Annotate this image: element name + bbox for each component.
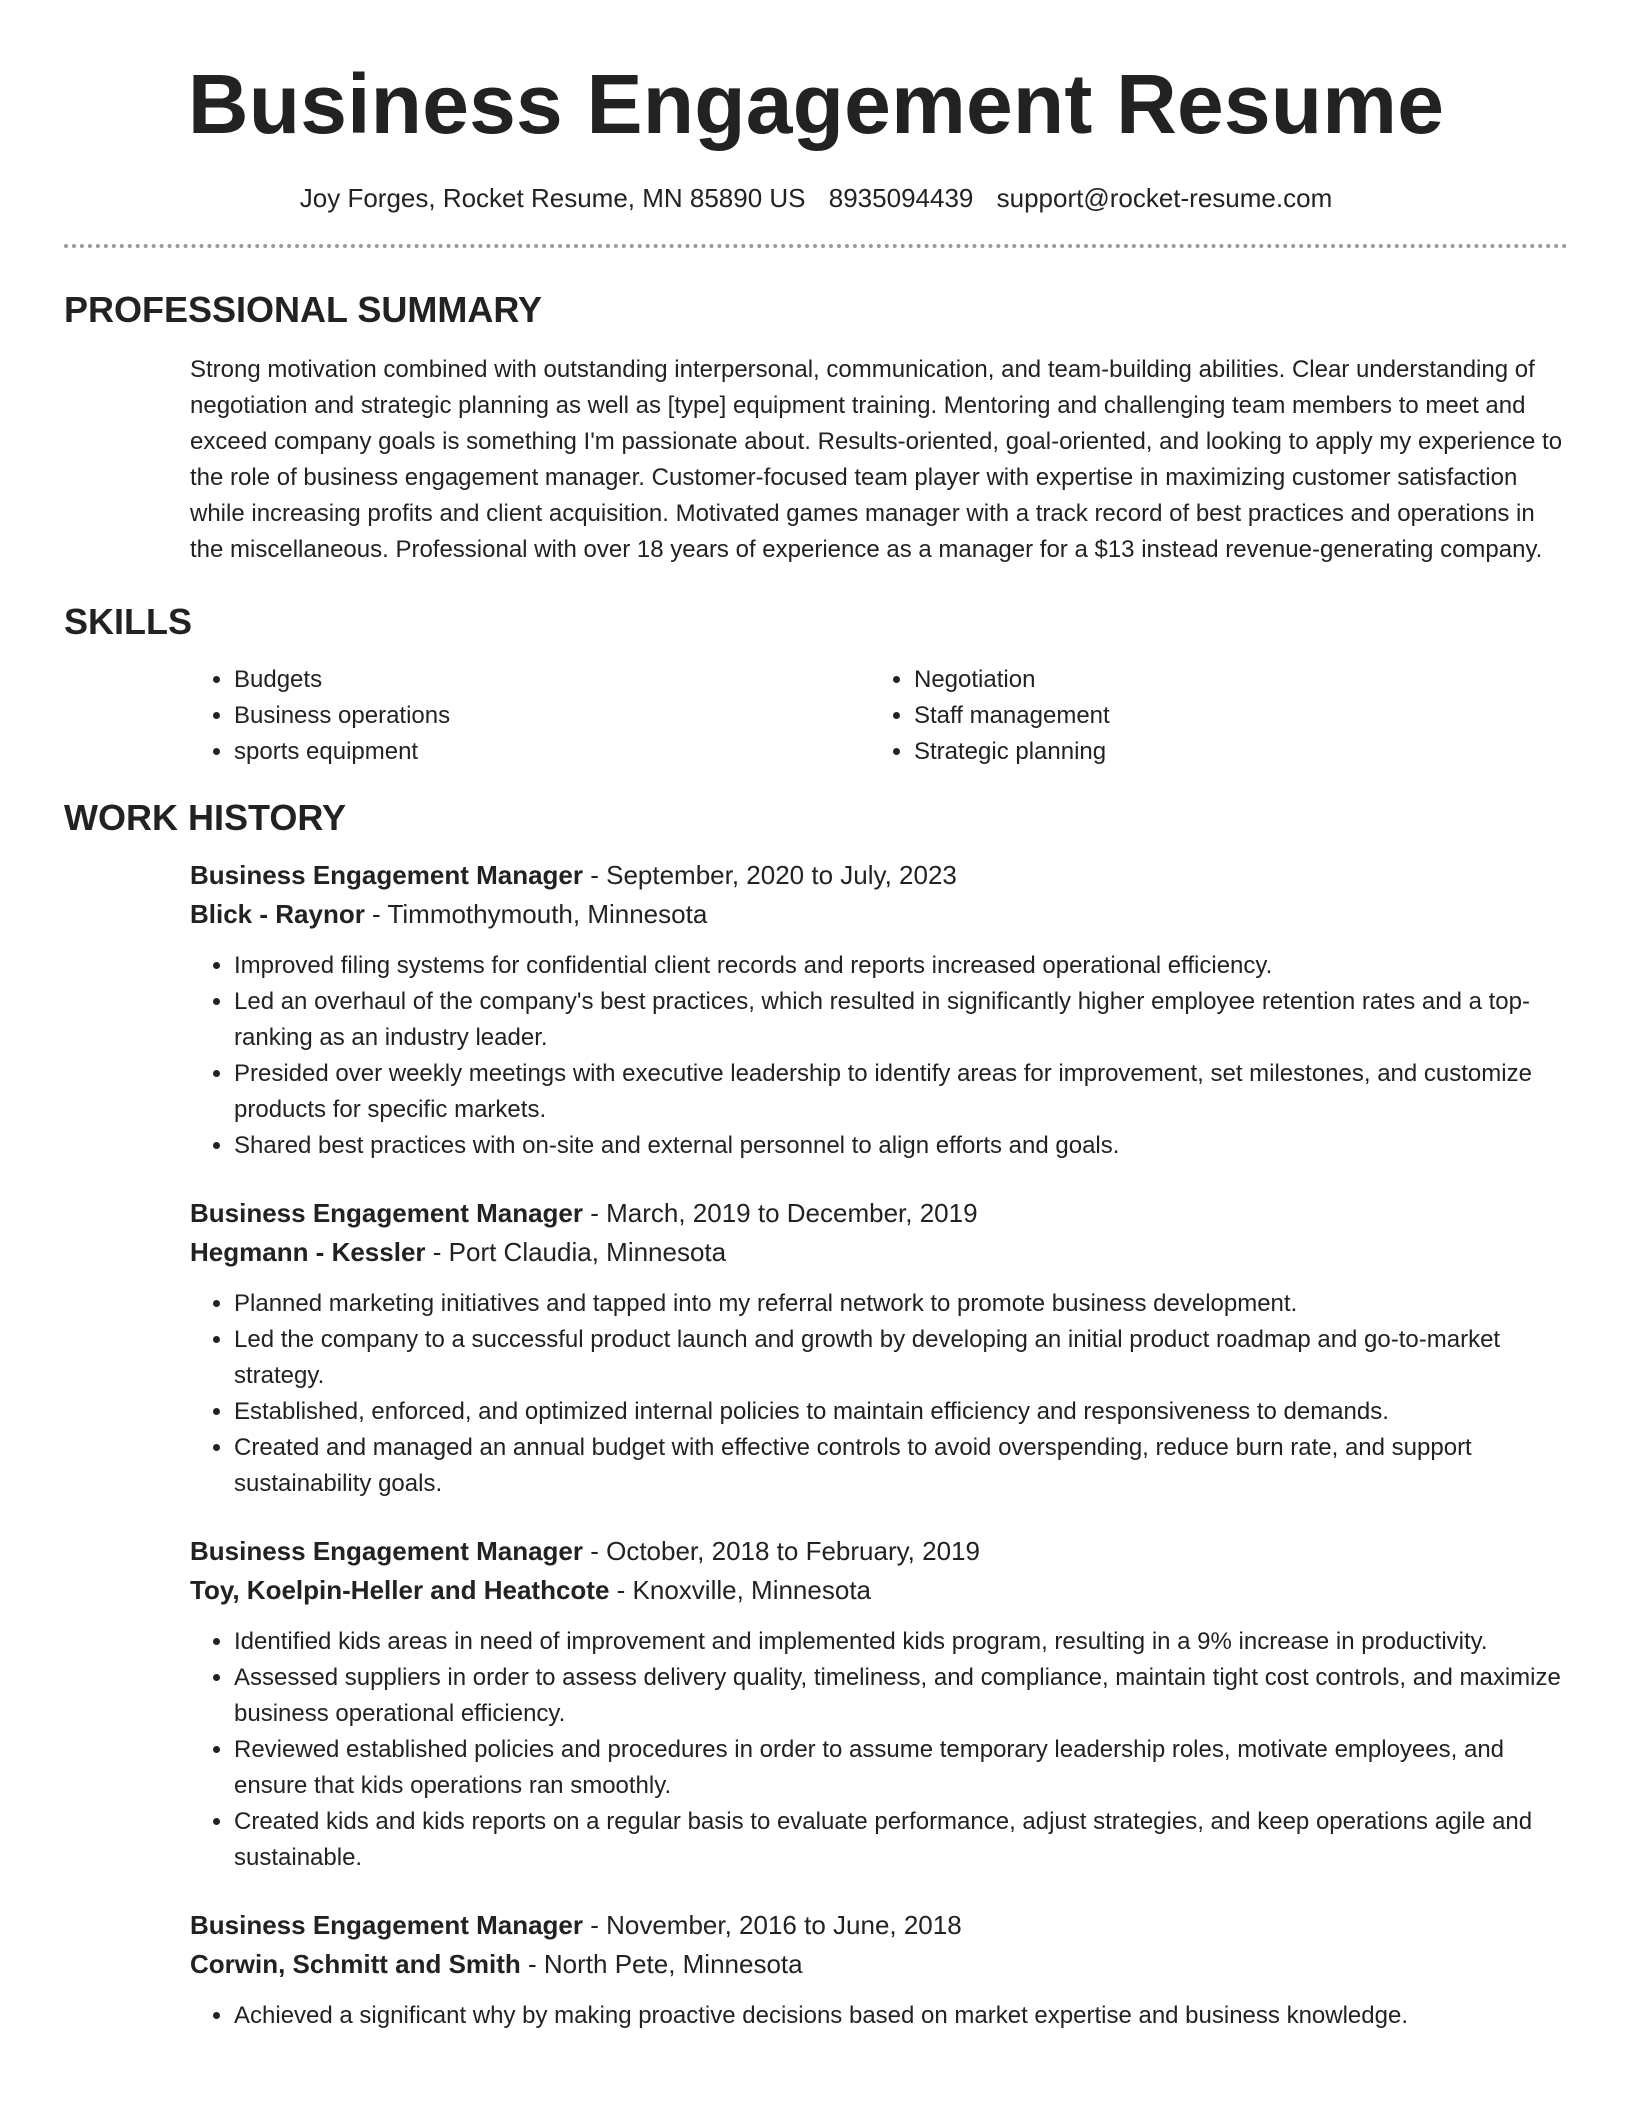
job-bullets xyxy=(190,948,1568,1164)
skill-item: • Staff management xyxy=(914,698,1568,734)
contact-line xyxy=(64,180,1568,216)
job-bullet: • Identified kids areas in need of improvement and implemented kids program, resulting in a 9% increase in productivity. xyxy=(234,1624,1568,1660)
skills-list-left xyxy=(190,662,870,770)
job-entry xyxy=(190,1532,1568,1876)
job-bullet: • Shared best practices with on-site and external personnel to align efforts and goals. xyxy=(234,1128,1568,1164)
job-bullets xyxy=(190,1286,1568,1502)
skill-item: • Business operations xyxy=(234,698,870,734)
job-bullet: • Reviewed established policies and procedures in order to assume temporary leadership roles, motivate employees, and ensure that kids operations ran smoothly. xyxy=(234,1732,1568,1804)
job-dates: - October, 2018 to February, 2019 xyxy=(583,1536,980,1566)
skill-item: • Budgets xyxy=(234,662,870,698)
contact-phone: 8935094439 xyxy=(828,183,974,213)
job-dates: - November, 2016 to June, 2018 xyxy=(583,1910,962,1940)
skills-section xyxy=(64,600,1568,770)
skill-item: • Strategic planning xyxy=(914,734,1568,770)
job-company-line xyxy=(190,1571,1568,1610)
job-company: Hegmann - Kessler xyxy=(190,1237,426,1267)
job-title-line xyxy=(190,856,1568,895)
job-dates: - September, 2020 to July, 2023 xyxy=(583,860,957,890)
job-bullet: • Led an overhaul of the company's best practices, which resulted in significantly higher employee retention rates and a top-ranking as an industry leader. xyxy=(234,984,1568,1056)
job-company: Corwin, Schmitt and Smith xyxy=(190,1949,521,1979)
resume-header xyxy=(64,52,1568,216)
job-bullet: • Established, enforced, and optimized internal policies to maintain efficiency and responsiveness to demands. xyxy=(234,1394,1568,1430)
job-title: Business Engagement Manager xyxy=(190,1536,583,1566)
job-bullet: • Led the company to a successful product launch and growth by developing an initial product roadmap and go-to-market strategy. xyxy=(234,1322,1568,1394)
skill-item: • Negotiation xyxy=(914,662,1568,698)
job-bullet: • Created and managed an annual budget with effective controls to avoid overspending, reduce burn rate, and support sustainability goals. xyxy=(234,1430,1568,1502)
job-entry xyxy=(190,1906,1568,2034)
job-bullet: • Presided over weekly meetings with executive leadership to identify areas for improvement, set milestones, and customize products for specific markets. xyxy=(234,1056,1568,1128)
job-bullets xyxy=(190,1624,1568,1876)
job-company-line xyxy=(190,895,1568,934)
job-company-line xyxy=(190,1233,1568,1272)
job-title-line xyxy=(190,1194,1568,1233)
job-bullet: • Improved filing systems for confidential client records and reports increased operational efficiency. xyxy=(234,948,1568,984)
contact-email: support@rocket-resume.com xyxy=(996,183,1333,213)
job-title: Business Engagement Manager xyxy=(190,1910,583,1940)
work-history-section xyxy=(64,796,1568,2034)
job-title-line xyxy=(190,1532,1568,1571)
job-location: - North Pete, Minnesota xyxy=(520,1949,803,1979)
professional-summary-section xyxy=(64,288,1568,568)
job-company: Toy, Koelpin-Heller and Heathcote xyxy=(190,1575,610,1605)
professional-summary-text: Strong motivation combined with outstanding interpersonal, communication, and team-building abilities. Clear understanding of negotiation and strategic planning as well as [type] equipment training. Mentoring and challenging team members to meet and exceed company goals is something I'm passionate about. Results-oriented, goal-oriented, and looking to apply my experience to the role of business engagement manager. Customer-focused team player with expertise in maximizing customer satisfaction while increasing profits and client acquisition. Motivated games manager with a track record of best practices and operations in the miscellaneous. Professional with over 18 years of experience as a manager for a $13 instead revenue-generating company. xyxy=(190,356,1563,563)
job-title: Business Engagement Manager xyxy=(190,860,583,890)
job-bullets xyxy=(190,1998,1568,2034)
job-bullet: • Assessed suppliers in order to assess delivery quality, timeliness, and compliance, maintain tight cost controls, and maximize business operational efficiency. xyxy=(234,1660,1568,1732)
job-location: - Knoxville, Minnesota xyxy=(609,1575,871,1605)
job-entry xyxy=(190,1194,1568,1502)
skills-list-right xyxy=(870,662,1568,770)
skills-grid xyxy=(190,662,1568,770)
job-location: - Timmothymouth, Minnesota xyxy=(364,899,708,929)
resume-title: Business Engagement Resume xyxy=(187,57,1445,151)
work-history-heading: WORK HISTORY xyxy=(64,797,347,838)
job-title-line xyxy=(190,1906,1568,1945)
header-divider xyxy=(64,244,1568,248)
skill-item: • sports equipment xyxy=(234,734,870,770)
job-company: Blick - Raynor xyxy=(190,899,365,929)
job-company-line xyxy=(190,1945,1568,1984)
skills-heading: SKILLS xyxy=(64,601,193,642)
professional-summary-heading: PROFESSIONAL SUMMARY xyxy=(64,289,543,330)
job-bullet: • Achieved a significant why by making proactive decisions based on market expertise and business knowledge. xyxy=(234,1998,1568,2034)
contact-address: Joy Forges, Rocket Resume, MN 85890 US xyxy=(299,183,806,213)
job-bullet: • Created kids and kids reports on a regular basis to evaluate performance, adjust strategies, and keep operations agile and sustainable. xyxy=(234,1804,1568,1876)
job-entry xyxy=(190,856,1568,1164)
job-dates: - March, 2019 to December, 2019 xyxy=(583,1198,978,1228)
job-bullet: • Planned marketing initiatives and tapped into my referral network to promote business development. xyxy=(234,1286,1568,1322)
job-location: - Port Claudia, Minnesota xyxy=(425,1237,727,1267)
job-title: Business Engagement Manager xyxy=(190,1198,583,1228)
